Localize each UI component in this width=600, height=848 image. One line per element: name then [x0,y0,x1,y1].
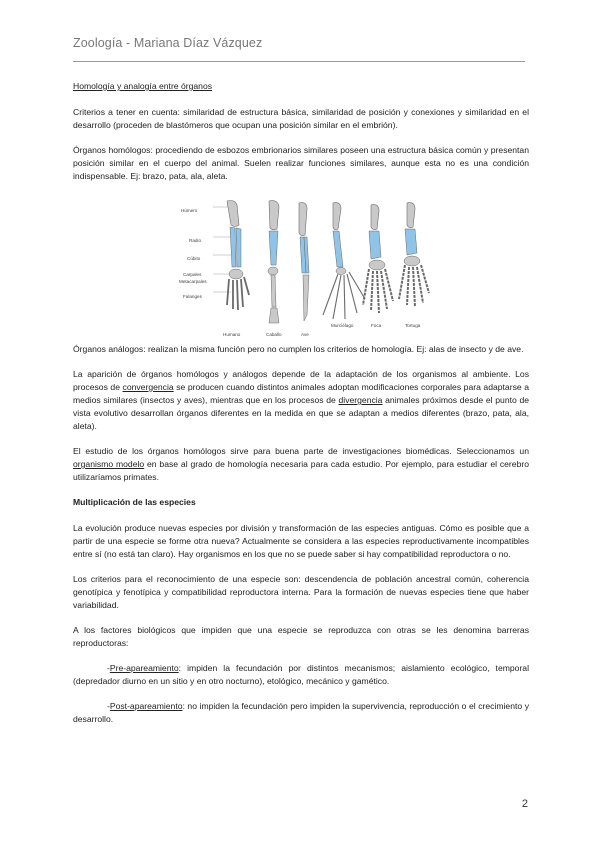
figure-label-humero: Húmero [181,208,198,213]
adaptacion-text-a: La aparición de órganos homólogos y análogos depende de la adaptación de los organismos al ambiente. Los procesos de [73,369,529,392]
page-number: 2 [521,798,528,810]
horse-leg-bones [268,201,279,323]
limb-bones-illustration [183,195,433,335]
term-divergencia: divergencia [338,395,383,405]
paragraph-estudio-homologos [73,445,529,484]
term-pre-apareamiento: Pre-apareamiento [109,663,179,673]
pre-dash: - [107,663,110,673]
figure-label-cubito: Cúbito [187,256,201,261]
document-body [73,80,529,738]
page-header: Zoología - Mariana Díaz Vázquez [73,36,263,50]
figure-label-foca: Foca [371,323,382,328]
figure-label-falanges: Falanges [183,294,202,299]
term-organismo-modelo: organismo modelo [73,459,145,469]
section-title-multiplicacion: Multiplicación de las especies [73,497,196,507]
figure-label-radio: Radio [189,238,202,243]
paragraph-pre-apareamiento [73,662,529,688]
paragraph-barreras: A los factores biológicos que impiden que una especie se reproduzca con otras se les denomina barreras reproductoras: [73,625,529,648]
paragraph-criterios: Criterios a tener en cuenta: similaridad de estructura básica, similaridad de posición y conexiones y similaridad en el desarrollo (proceden de blastómeros que ocupan una posición similar en el embrión). [73,107,529,130]
figure-label-humano: Humano [223,332,241,337]
term-post-apareamiento: Post-apareamiento [109,701,183,711]
paragraph-evolucion: La evolución produce nuevas especies por división y transformación de las especies antiguas. Cómo es posible que a partir de una especie se forme otra nueva? Actualmente se considera a las especies reproductivamente incompatibles entre sí (no está tan claro). Hay organismos en los que no se puede saber si hay compatibilidad reproductora o no. [73,523,529,559]
section-title-homologia: Homología y analogía entre órganos [73,81,213,91]
bird-wing-bones [299,203,309,321]
paragraph-organos-homologos: Órganos homólogos: procediendo de esbozos embrionarios similares poseen una estructura básica común y presentan posición similar en el cuerpo del animal. Suelen realizar funciones similares, aunque esta no es una condición indispensable. Ej: brazo, pata, ala, aleta. [73,145,529,181]
figure-label-ave: Ave [301,332,309,337]
human-arm-bones [227,201,249,311]
seal-flipper-bones [363,205,393,313]
adaptacion-text-b: se producen cuando distintos animales adoptan modificaciones corporales para adaptarse a medios similares (insectos y aves), mientras que en los procesos de [73,382,529,405]
paragraph-adaptacion [73,368,529,433]
header-divider [73,61,525,62]
figure-label-tortuga: Tortuga [405,323,421,328]
paragraph-organos-analogos: Órganos análogos: realizan la misma función pero no cumplen los criterios de homología. Ej: alas de insecto y de ave. [73,344,524,354]
estudio-text-b: en base al grado de homología necesaria para cada estudio. Por ejemplo, para estudiar el cerebro utilizaríamos primates. [73,459,529,482]
pre-apareamiento-text: : impiden la fecundación por distintos mecanismos; aislamiento ecológico, temporal (depredador diurno en un sitio y en otro nocturno), etológico, mecánico y gamético. [73,663,529,686]
estudio-text-a: El estudio de los órganos homólogos sirve para buena parte de investigaciones biomédicas. Seleccionamos un [73,446,529,456]
paragraph-post-apareamiento [73,700,529,726]
figure-label-metacarpales: Metacarpales [179,279,207,284]
term-convergencia: convergencia [122,382,174,392]
bat-wing-bones [323,203,365,319]
figure-label-caballo: Caballo [266,332,282,337]
adaptacion-text-c: animales próximos desde el punto de vista evolutivo desarrollan órganos diferentes en la medida en que se adaptan a medios diferentes (brazo, pata, ala, aleta). [73,395,530,431]
figure-label-carpales: Carpales [183,272,202,277]
post-apareamiento-text: : no impiden la fecundación pero impiden la supervivencia, reproducción o el crecimiento y desarrollo. [73,701,529,724]
homologous-limbs-figure [179,195,433,337]
figure-label-murcielago: Murciélago [331,323,354,328]
paragraph-criterios-especie: Los criterios para el reconocimiento de una especie son: descendencia de población ancestral común, coherencia genotípica y fenotípica y compatibilidad reproductora interna. Para la formación de nuevas especies tiene que haber variabilidad. [73,574,529,610]
turtle-flipper-bones [399,203,429,307]
post-dash: - [107,701,110,711]
